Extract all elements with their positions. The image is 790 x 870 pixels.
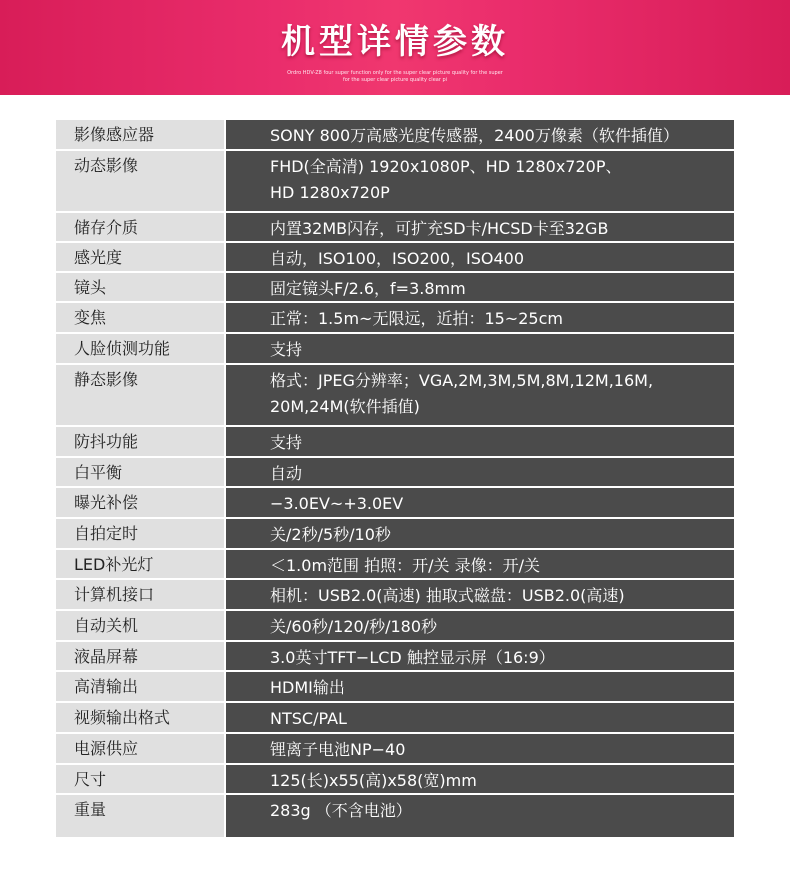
spec-row — [56, 642, 734, 672]
spec-label: 静态影像 — [56, 365, 224, 425]
spec-label: 自动关机 — [56, 611, 224, 640]
spec-value: NTSC/PAL — [226, 703, 734, 732]
spec-row — [56, 519, 734, 550]
spec-label: 液晶屏幕 — [56, 642, 224, 670]
spec-label: 影像感应器 — [56, 120, 224, 149]
spec-row — [56, 303, 734, 334]
spec-row — [56, 580, 734, 611]
spec-value: 3.0英寸TFT−LCD 触控显示屏（16:9） — [226, 642, 734, 670]
spec-row — [56, 427, 734, 458]
spec-row — [56, 765, 734, 795]
spec-row — [56, 120, 734, 151]
spec-row — [56, 550, 734, 580]
spec-row — [56, 458, 734, 488]
spec-label: 变焦 — [56, 303, 224, 332]
spec-value: 自动，ISO100，ISO200，ISO400 — [226, 243, 734, 271]
spec-value: 283g （不含电池） — [226, 795, 734, 837]
spec-row — [56, 672, 734, 703]
spec-value: 关/60秒/120/秒/180秒 — [226, 611, 734, 640]
spec-label: 防抖功能 — [56, 427, 224, 456]
spec-row — [56, 334, 734, 365]
spec-row — [56, 151, 734, 213]
spec-row — [56, 365, 734, 427]
spec-label: 自拍定时 — [56, 519, 224, 548]
spec-value: HDMI输出 — [226, 672, 734, 701]
spec-label: 尺寸 — [56, 765, 224, 793]
spec-row — [56, 734, 734, 765]
spec-label: 白平衡 — [56, 458, 224, 486]
page-title: 机型详情参数 — [281, 22, 509, 62]
spec-label: LED补光灯 — [56, 550, 224, 578]
spec-value: 锂离子电池NP−40 — [226, 734, 734, 763]
spec-value: 内置32MB闪存，可扩充SD卡/HCSD卡至32GB — [226, 213, 734, 241]
spec-label: 感光度 — [56, 243, 224, 271]
spec-value: 相机：USB2.0(高速) 抽取式磁盘：USB2.0(高速) — [226, 580, 734, 609]
spec-value: ＜1.0m范围 拍照：开/关 录像：开/关 — [226, 550, 734, 578]
spec-label: 电源供应 — [56, 734, 224, 763]
spec-label: 储存介质 — [56, 213, 224, 241]
spec-label: 人脸侦测功能 — [56, 334, 224, 363]
spec-value: 格式：JPEG分辨率；VGA,2M,3M,5M,8M,12M,16M, 20M,24M(软件插值) — [226, 365, 734, 425]
spec-label: 高清输出 — [56, 672, 224, 701]
spec-row — [56, 795, 734, 839]
spec-label: 视频输出格式 — [56, 703, 224, 732]
spec-value: −3.0EV~+3.0EV — [226, 488, 734, 517]
spec-label: 曝光补偿 — [56, 488, 224, 517]
header-banner — [0, 0, 790, 95]
page-subtitle-line1: Ordro HDV-Z8 four super function only for the super clear picture quality for the super — [287, 70, 503, 76]
spec-label: 计算机接口 — [56, 580, 224, 609]
spec-row — [56, 488, 734, 519]
spec-value: FHD(全高清) 1920x1080P、HD 1280x720P、 HD 1280x720P — [226, 151, 734, 211]
spec-value: 125(长)x55(高)x58(宽)mm — [226, 765, 734, 793]
spec-label: 动态影像 — [56, 151, 224, 211]
spec-table — [56, 120, 734, 839]
spec-row — [56, 611, 734, 642]
page-subtitle-line2: for the super clear picture quality clear pi — [342, 77, 448, 83]
spec-row — [56, 213, 734, 243]
spec-label: 镜头 — [56, 273, 224, 301]
spec-row — [56, 703, 734, 734]
spec-value: 支持 — [226, 334, 734, 363]
spec-value: 关/2秒/5秒/10秒 — [226, 519, 734, 548]
spec-value: 支持 — [226, 427, 734, 456]
spec-value: 自动 — [226, 458, 734, 486]
spec-row — [56, 243, 734, 273]
spec-row — [56, 273, 734, 303]
spec-value: 正常：1.5m~无限远，近拍：15~25cm — [226, 303, 734, 332]
spec-value: 固定镜头F/2.6，f=3.8mm — [226, 273, 734, 301]
spec-label: 重量 — [56, 795, 224, 837]
spec-value: SONY 800万高感光度传感器，2400万像素（软件插值） — [226, 120, 734, 149]
